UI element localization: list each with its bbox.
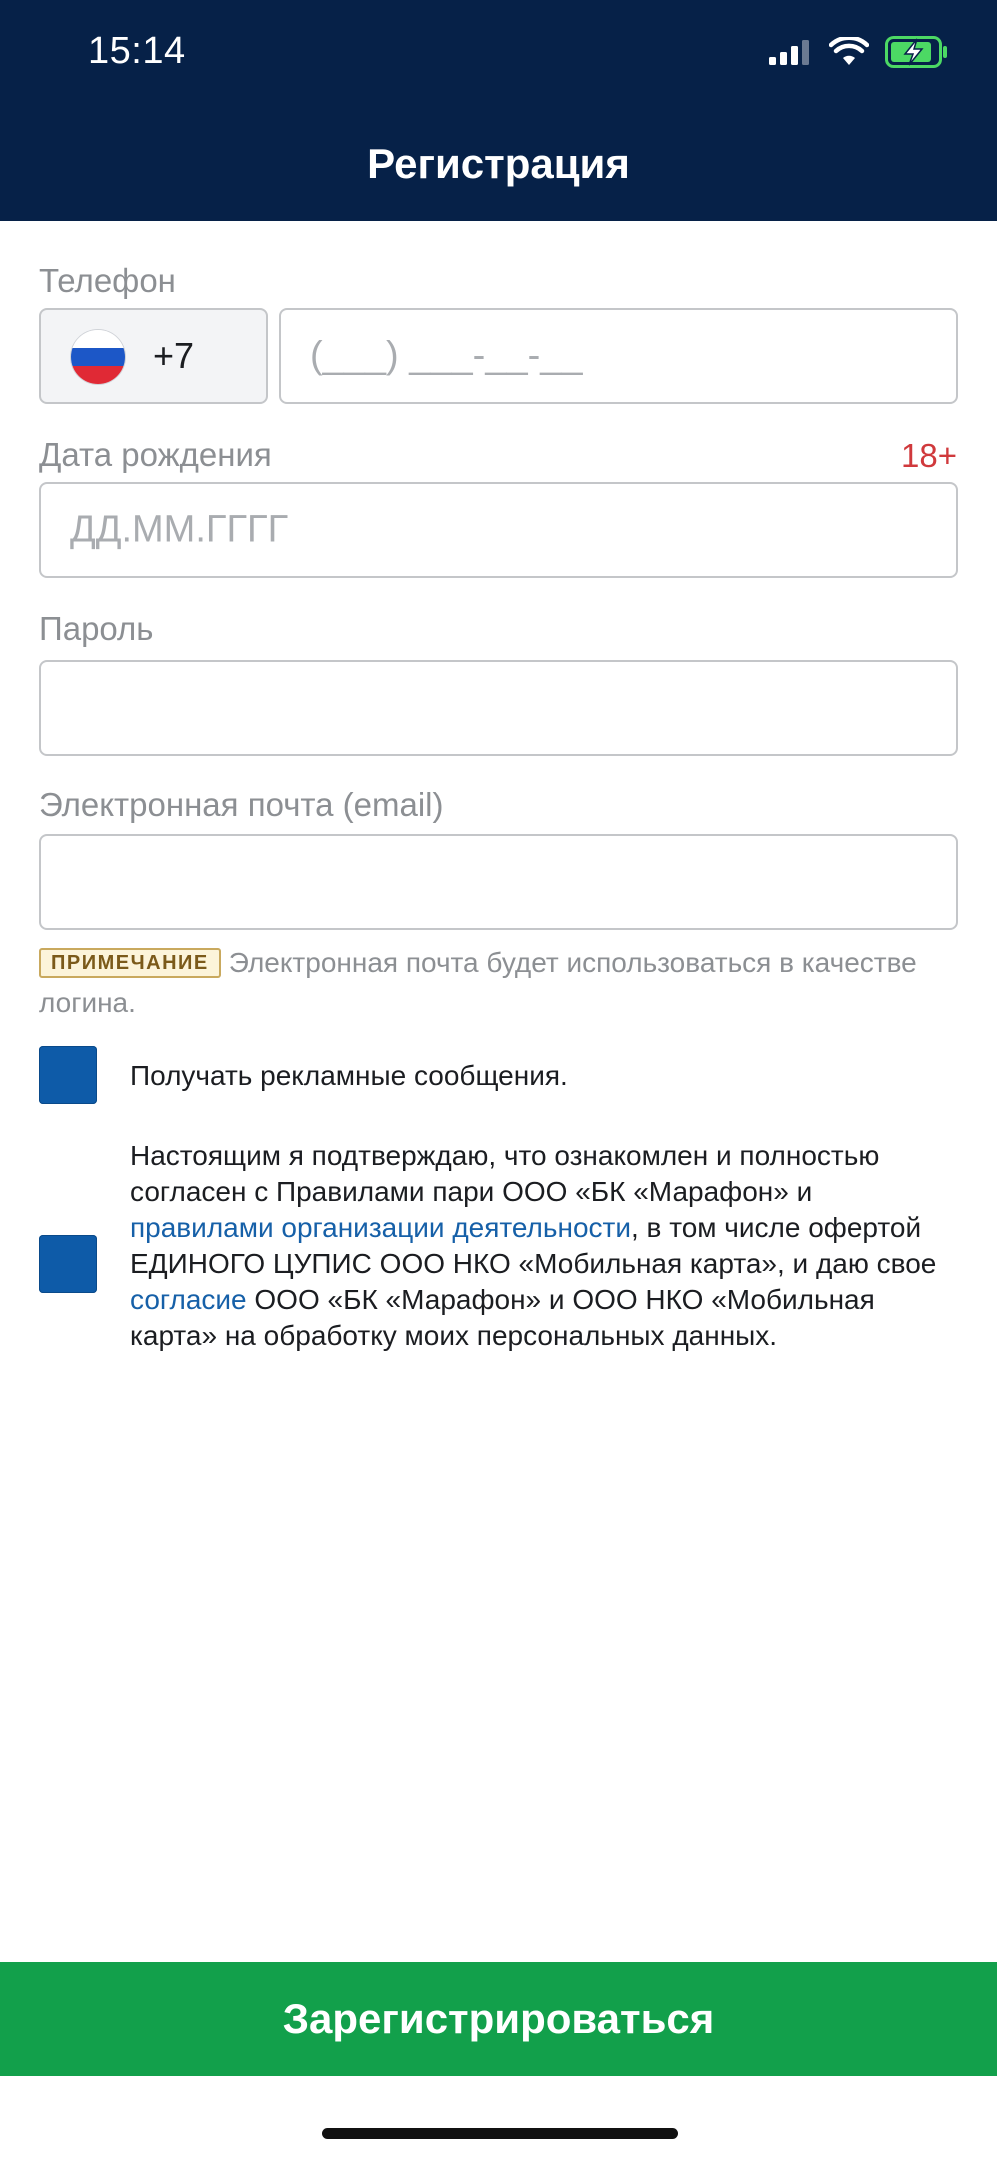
header [0, 0, 997, 221]
signal-icon [769, 39, 813, 65]
status-icons [769, 36, 949, 68]
note-text: Электронная почта будет использоваться в качестве логина. [39, 947, 917, 1018]
page-title: Регистрация [367, 140, 630, 187]
terms-text-part2: , в том числе офертой ЕДИНОГО ЦУПИС ООО НКО «Мобильная карта», и даю свое [130, 1212, 937, 1279]
phone-placeholder: (___) ___-__-__ [310, 334, 583, 377]
wifi-icon [829, 37, 869, 67]
email-note [39, 943, 959, 1023]
password-label: Пароль [39, 610, 154, 647]
home-indicator [322, 2128, 678, 2139]
ads-consent-text: Получать рекламные сообщения. [130, 1060, 568, 1091]
email-input[interactable] [39, 834, 958, 930]
country-selector[interactable] [39, 308, 268, 404]
terms-consent-text [130, 1138, 960, 1354]
age-restriction-badge: 18+ [901, 437, 957, 474]
russia-flag-icon [71, 330, 125, 384]
birthdate-placeholder: ДД.ММ.ГГГГ [70, 508, 289, 551]
country-code: +7 [153, 335, 195, 376]
rules-link[interactable]: правилами организации деятельности [130, 1212, 631, 1243]
register-button[interactable]: Зарегистрироваться [0, 1962, 997, 2076]
battery-charging-icon [885, 36, 949, 68]
terms-text-part3: ООО «БК «Марафон» и ООО НКО «Мобильная карта» на обработку моих персональных данных. [130, 1284, 875, 1351]
email-label: Электронная почта (email) [39, 786, 444, 823]
ads-consent-checkbox[interactable] [39, 1046, 97, 1104]
terms-consent-checkbox[interactable] [39, 1235, 97, 1293]
phone-input[interactable] [279, 308, 958, 404]
birthdate-input[interactable] [39, 482, 958, 578]
status-time: 15:14 [88, 30, 186, 72]
terms-text-part1: Настоящим я подтверждаю, что ознакомлен и полностью согласен с Правилами пари ООО «БК «Марафон» и [130, 1140, 880, 1207]
password-input[interactable] [39, 660, 958, 756]
consent-link[interactable]: согласие [130, 1284, 247, 1315]
birthdate-label: Дата рождения [39, 436, 272, 473]
note-badge: ПРИМЕЧАНИЕ [39, 948, 221, 978]
phone-label: Телефон [39, 262, 176, 299]
